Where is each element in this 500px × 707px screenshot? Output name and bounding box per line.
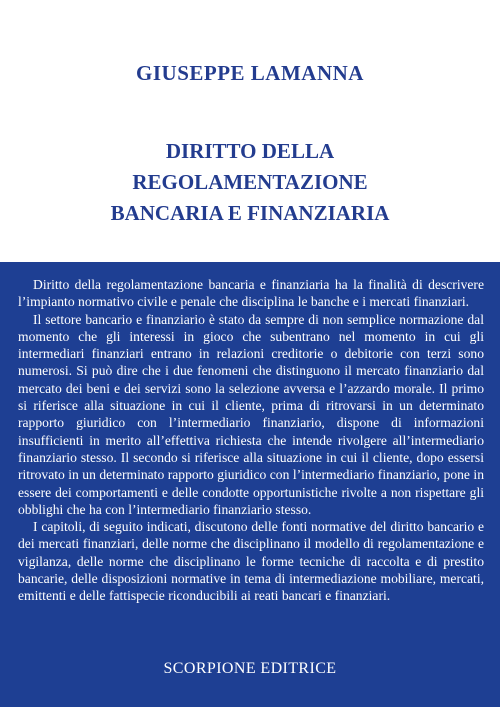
blurb-panel <box>0 262 500 707</box>
blurb-text <box>18 276 484 605</box>
cover-header <box>0 0 500 262</box>
title-line: BANCARIA E FINANZIARIA <box>110 201 390 225</box>
author-name: GIUSEPPE LAMANNA <box>136 61 364 85</box>
book-title <box>0 136 500 229</box>
publisher-name: SCORPIONE EDITRICE <box>163 660 337 677</box>
blurb-paragraph: I capitoli, di seguito indicati, discutono delle fonti normative del diritto bancario e dei mercati finanziari, delle norme che disciplinano il modello di regolamentazione e vigilanza, delle norme che disciplinano le forme tecniche di raccolta e di prestito bancarie, delle disposizioni normative in tema di intermediazione mobiliare, mercati, emittenti e delle fattispecie riconducibili ai reati bancari e finanziari. <box>18 519 484 604</box>
title-line: REGOLAMENTAZIONE <box>132 170 368 194</box>
blurb-paragraph: Il settore bancario e finanziario è stato da sempre di non semplice normazione dal momento che gli interessi in gioco che subentrano nel momento in cui gli intermediari finanziari entrano in relazioni creditorie o debitorie con terzi sono numerosi. Si può dire che i due fenomeni che distinguono il mercato finanziario dal mercato dei beni e dei servizi sono la selezione avversa e l’azzardo morale. Il primo si riferisce alla situazione in cui il cliente, prima di ritrovarsi in un determinato rapporto giuridico con l’intermediario finanziario, dispone di informazioni insufficienti in merito all’effettiva richiesta che intende rivolgere all’intermediario finanziario stesso. Il secondo si riferisce alla situazione in cui il cliente, dopo essersi ritrovato in un determinato rapporto giuridico con l’intermediario finanziario, pone in essere dei comportamenti e delle condotte opportunistiche rivolte a non rispettare gli obblighi che ha con l’intermediario finanziario stesso. <box>18 311 484 517</box>
blurb-paragraph: Diritto della regolamentazione bancaria e finanziaria ha la finalità di descrivere l’impianto normativo civile e penale che disciplina le banche e i mercati finanziari. <box>18 277 484 310</box>
title-line: DIRITTO DELLA <box>165 139 335 163</box>
